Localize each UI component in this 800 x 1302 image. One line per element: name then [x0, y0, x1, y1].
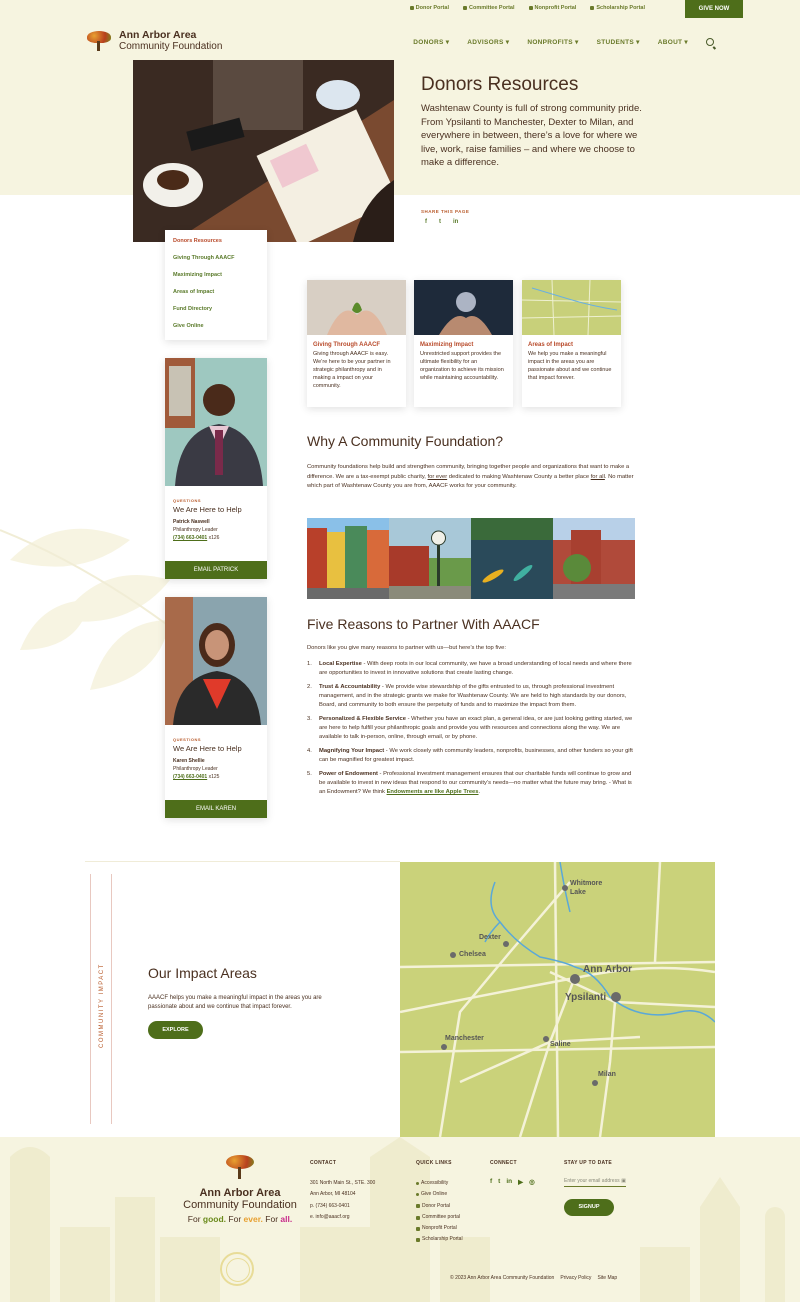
instagram-icon[interactable]: ◎ [529, 1179, 535, 1186]
logo-line1: Ann Arbor Area [119, 29, 197, 41]
feature-card-areas[interactable] [522, 280, 621, 407]
list-item: 4. Magnifying Your Impact - We work closely with community leaders, nonprofits, businesses, and other funders so your gift can be magnified for greatest impact. [307, 748, 633, 763]
feature-card-giving[interactable] [307, 280, 406, 407]
map-label-ypsilanti: Ypsilanti [565, 992, 607, 1003]
card-title: Areas of Impact [528, 342, 574, 348]
search-icon[interactable] [706, 38, 714, 46]
heart-icon [416, 1193, 419, 1196]
nav-donors[interactable]: DONORS ▾ [413, 39, 450, 46]
quick-link-scholarship-portal[interactable]: Scholarship Portal [416, 1234, 463, 1245]
footer-quick-links: QUICK LINKS Accessibility Give Online Donor Portal Committee portal Nonprofit Portal Scholarship Portal [416, 1160, 463, 1246]
staff-heading: We Are Here to Help [173, 744, 242, 753]
photo-street [553, 518, 635, 599]
tagline: For good. For ever. For all. [187, 1214, 293, 1224]
quick-link-committee-portal[interactable]: Committee portal [416, 1212, 463, 1223]
portal-link-committee[interactable]: Committee Portal [463, 5, 515, 11]
facebook-icon[interactable]: f [425, 219, 427, 225]
lock-icon [416, 1227, 420, 1231]
map-label-milan: Milan [598, 1071, 616, 1078]
staff-phone-line: (734) 663-0401 x125 [173, 774, 220, 780]
staff-role: Philanthropy Leader [173, 527, 218, 533]
skyline-decoration-icon [0, 1137, 800, 1302]
portal-link-donor[interactable]: Donor Portal [410, 5, 449, 11]
for-all-link[interactable]: for all [590, 473, 605, 480]
staff-questions-label: QUESTIONS [173, 737, 202, 742]
hero-description: Washtenaw County is full of strong community pride. From Ypsilanti to Manchester, Dexter to Milan, and everywhere in between, there’s a love for where we live, work, raise families – and where we choose to make a difference. [421, 103, 642, 168]
lock-icon [529, 6, 533, 10]
copyright-bar [450, 1275, 617, 1281]
staff-phone-link[interactable]: (734) 663-0401 [173, 774, 208, 780]
photo-downtown [307, 518, 389, 599]
sidenav-item-fund-directory[interactable]: Fund Directory [173, 306, 213, 312]
nav-advisors[interactable]: ADVISORS ▾ [467, 39, 510, 46]
for-ever-link[interactable]: for ever [427, 473, 448, 480]
contact-phone[interactable]: p. (734) 663-0401 [310, 1202, 350, 1209]
form-icon: ▣ [621, 1178, 626, 1184]
map-label-chelsea: Chelsea [459, 951, 486, 958]
staff-name: Karen Shellie [173, 758, 205, 764]
impact-description: AAACF helps you make a meaningful impact in the areas you are passionate about and we continue that impact forever. [148, 995, 322, 1010]
copyright-text: © 2023 Ann Arbor Area Community Foundation [450, 1275, 555, 1281]
give-now-button[interactable]: GIVE NOW [685, 0, 743, 18]
quick-link-donor-portal[interactable]: Donor Portal [416, 1201, 463, 1212]
community-photos [307, 518, 635, 599]
photo-kayak [471, 518, 553, 599]
contact-address: 301 North Main St., STE. 300 [310, 1180, 376, 1186]
heart-icon [416, 1182, 419, 1185]
lock-icon [416, 1216, 420, 1220]
staff-questions-label: QUESTIONS [173, 498, 202, 503]
share-icons [425, 219, 458, 225]
privacy-policy-link[interactable]: Privacy Policy [560, 1275, 592, 1281]
lock-icon [416, 1238, 420, 1242]
staff-card [165, 358, 267, 579]
lock-icon [410, 6, 414, 10]
map-label-dexter: Dexter [479, 934, 501, 941]
quick-link-nonprofit-portal[interactable]: Nonprofit Portal [416, 1223, 463, 1234]
map-label-manchester: Manchester [445, 1035, 484, 1042]
main-nav [413, 38, 714, 46]
nav-students[interactable]: STUDENTS ▾ [596, 39, 640, 46]
quick-link-accessibility[interactable]: Accessibility [416, 1178, 463, 1189]
community-impact-vertical-label: COMMUNITY IMPACT [99, 963, 105, 1048]
quick-link-give-online[interactable]: Give Online [416, 1189, 463, 1200]
footer-connect: CONNECT f t in ▶ ◎ [490, 1160, 535, 1186]
lock-icon [416, 1204, 420, 1208]
staff-heading: We Are Here to Help [173, 505, 242, 514]
tree-logo-icon [85, 31, 113, 51]
list-item: 5. Power of Endowment - Professional investment management ensures that our charitable funds will continue to grow and be available to invest in new ideas that respond to our community’s needs—no matter what the future may bring. - What is an Endowment? We think Endowments are like Apple Trees. [307, 771, 632, 795]
staff-name: Patrick Naswell [173, 519, 210, 525]
sidenav-item-give-online[interactable]: Give Online [173, 323, 204, 329]
page-title: Donors Resources [421, 74, 579, 95]
feature-card-maximizing[interactable] [414, 280, 513, 407]
nav-about[interactable]: ABOUT ▾ [657, 39, 688, 46]
staff-phone-link[interactable]: (734) 663-0401 [173, 535, 208, 541]
sidenav-item-areas[interactable]: Areas of Impact [173, 289, 215, 295]
five-reasons-heading: Five Reasons to Partner With AAACF [307, 616, 540, 632]
twitter-icon[interactable]: t [498, 1178, 501, 1185]
card-description: We help you make a meaningful impact in the areas you are passionate about and we continue that impact forever. [528, 351, 612, 381]
staff-phone-line: (734) 663-0401 x126 [173, 535, 220, 541]
share-label: SHARE THIS PAGE [421, 209, 470, 214]
site-map-link[interactable]: Site Map [597, 1275, 618, 1281]
linkedin-icon[interactable]: in [506, 1178, 513, 1185]
tree-logo-icon [224, 1155, 256, 1179]
staff-card [165, 597, 267, 818]
contact-city: Ann Arbor, MI 48104 [310, 1191, 356, 1198]
card-description: Unrestricted support provides the ultimate flexibility for an organization to achieve its mission while maintaining accountability. [420, 351, 504, 381]
logo-line2: Community Foundation [119, 41, 223, 52]
lock-icon [590, 6, 594, 10]
list-item: 3. Personalized & Flexible Service - Whether you have an exact plan, a general idea, or are just looking getting started, we are here to help fulfill your philanthropic goals and provide you with resources and connections along the way. We are available to talk in-person, online, through email, or by phone. [307, 716, 633, 740]
map-label-ann-arbor: Ann Arbor [583, 964, 633, 975]
impact-section [85, 862, 400, 1137]
card-title: Giving Through AAACF [313, 342, 381, 348]
portal-link-scholarship[interactable]: Scholarship Portal [590, 5, 645, 11]
photo-clock [389, 518, 471, 599]
card-image [522, 280, 621, 335]
site-logo[interactable] [85, 30, 222, 52]
card-image [414, 280, 513, 335]
map-label-saline: Saline [550, 1041, 571, 1048]
staff-role: Philanthropy Leader [173, 766, 218, 772]
card-title: Maximizing Impact [420, 342, 474, 348]
contact-email[interactable]: e. info@aaacf.org [310, 1213, 350, 1220]
staff-photo [165, 358, 267, 486]
impact-title: Our Impact Areas [148, 965, 257, 981]
accreditation-seal-icon [220, 1252, 254, 1286]
youtube-icon[interactable]: ▶ [518, 1179, 524, 1186]
impact-map[interactable] [400, 862, 715, 1137]
list-item: 1. Local Expertise - With deep roots in our local community, we have a broad understanding of local needs and where there are opportunities to invest in innovative solutions that create lasting change. [307, 661, 632, 676]
footer-logo[interactable]: Ann Arbor Area Community Foundation For good. For ever. For all. [180, 1155, 300, 1224]
sidenav-item-maximizing[interactable]: Maximizing Impact [173, 272, 222, 278]
sidenav-item-donors-resources[interactable]: Donors Resources [173, 238, 222, 244]
hero-image [133, 60, 394, 242]
why-heading: Why A Community Foundation? [307, 433, 504, 449]
facebook-icon[interactable]: f [490, 1178, 493, 1185]
email-karen-button[interactable]: EMAIL KAREN [165, 800, 267, 818]
twitter-icon[interactable]: t [439, 219, 441, 225]
card-description: Giving through AAACF is easy. We’re here to be your partner in strategic philanthropy and in making a impact on your community. [313, 351, 391, 389]
footer-contact: CONTACT 301 North Main St., STE. 300 Ann Arbor, MI 48104 p. (734) 663-0401 e. info@aaacf.org [310, 1160, 375, 1223]
reasons-list [307, 660, 637, 802]
utility-bar [0, 0, 800, 18]
email-patrick-button[interactable]: EMAIL PATRICK [165, 561, 267, 579]
endowments-link[interactable]: Endowments are like Apple Trees [386, 789, 479, 795]
portal-link-nonprofit[interactable]: Nonprofit Portal [529, 5, 577, 11]
list-item: 2. Trust & Accountability - We provide wise stewardship of the gifts entrusted to us, through professional investment management, and in the strategic grants we make for Washtenaw County. We are held to high standards by our donors, Board, and community to both ensure the perpetuity of funds and to maximize the impact from them. [307, 684, 627, 708]
five-reasons-intro: Donors like you give many reasons to partner with us—but here’s the top five: [307, 645, 507, 651]
why-paragraph: Community foundations help build and strengthen community, bringing together people and organizations that want to make a difference. We are a tax-exempt public charity, for ever dedicated to making Washtenaw County a better place for all. No matter which part of Washtenaw County you are from, AAACF works for your community. [307, 464, 634, 489]
staff-photo [165, 597, 267, 725]
lock-icon [463, 6, 467, 10]
portal-links [410, 5, 645, 11]
section-sidenav [165, 230, 267, 340]
explore-button[interactable]: EXPLORE [148, 1021, 203, 1039]
nav-nonprofits[interactable]: NONPROFITS ▾ [527, 39, 579, 46]
sidenav-item-giving[interactable]: Giving Through AAACF [173, 255, 235, 261]
email-signup-input[interactable]: Enter your email address ▣ [564, 1178, 626, 1187]
linkedin-icon[interactable]: in [453, 219, 459, 225]
signup-button[interactable]: SIGNUP [564, 1199, 614, 1216]
site-footer [0, 1137, 800, 1302]
map-label-lake: Lake [570, 889, 586, 896]
map-label-whitmore: Whitmore [570, 880, 603, 887]
card-image [307, 280, 406, 335]
footer-newsletter: STAY UP TO DATE Enter your email address ▣ SIGNUP [564, 1160, 626, 1216]
